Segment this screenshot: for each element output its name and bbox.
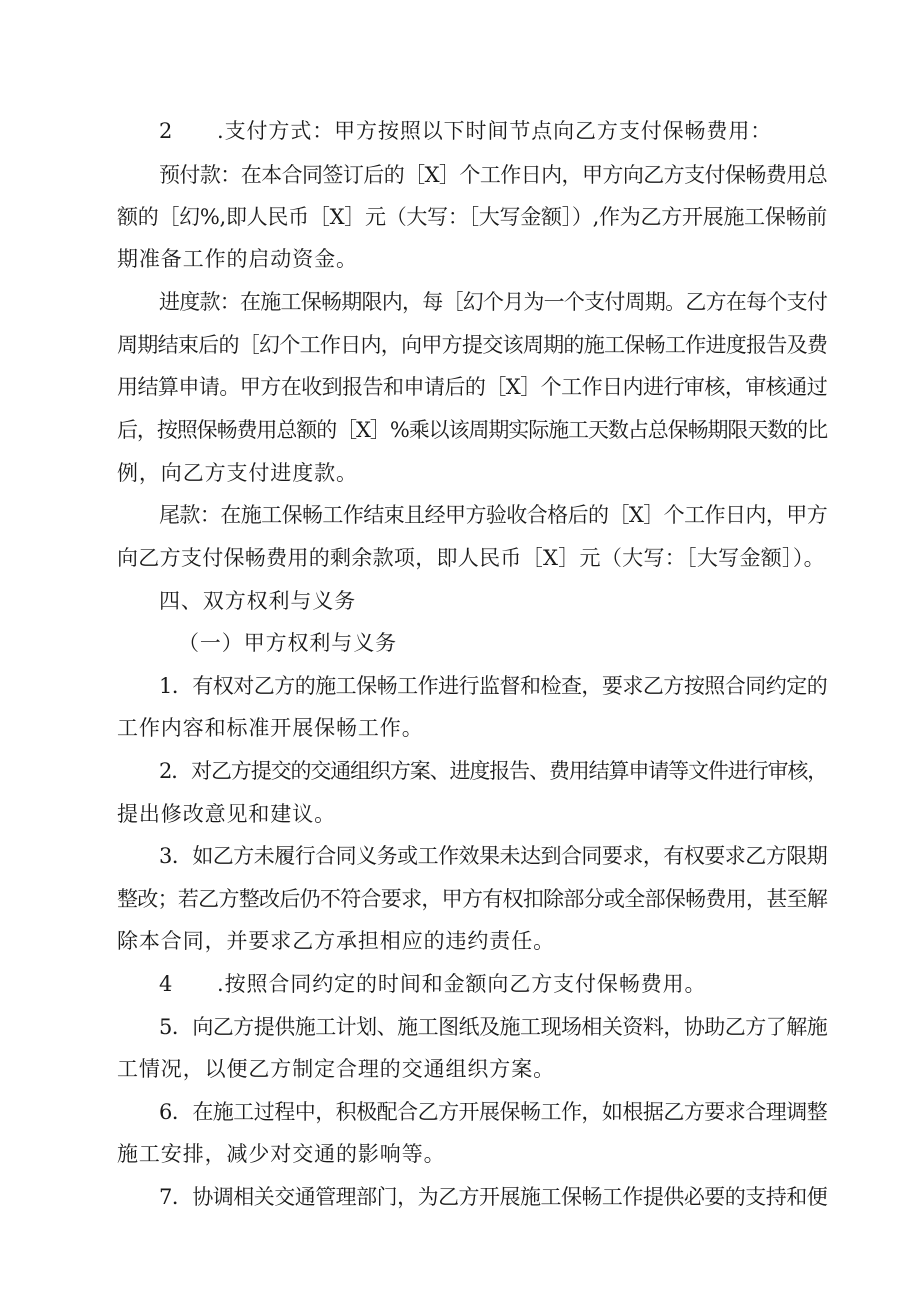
item-1-line-2: 工作内容和标准开展保畅工作。 [117,716,424,740]
party-a-subheading: （一）甲方权利与义务 [178,631,397,655]
progress-payment-line-4: 后，按照保畅费用总额的［X］%乘以该周期实际施工天数占总保畅期限天数的比 [117,418,827,442]
progress-payment-line-2: 周期结束后的［幻个工作日内，向甲方提交该周期的施工保畅工作进度报告及费 [117,333,827,357]
prepayment-line-2: 额的［幻%,即人民币［X］元（大写：［大写金额］）,作为乙方开展施工保畅前 [117,205,827,229]
section-four-heading: 四、双方权利与义务 [159,589,357,613]
item-6-line-1: 6．在施工过程中，积极配合乙方开展保畅工作，如根据乙方要求合理调整 [159,1100,827,1124]
progress-payment-line-1: 进度款：在施工保畅期限内，每［幻个月为一个支付周期。乙方在每个支付 [159,290,827,314]
item-5-line-2: 工情况，以便乙方制定合理的交通组织方案。 [117,1057,555,1081]
prepayment-line-3: 期准备工作的启动资金。 [117,247,358,271]
item-4-line-1: 4 .按照合同约定的时间和金额向乙方支付保畅费用。 [159,972,707,996]
item-3-line-3: 除本合同，并要求乙方承担相应的违约责任。 [117,929,555,953]
item-3-line-1: 3．如乙方未履行合同义务或工作效果未达到合同要求，有权要求乙方限期 [159,844,827,868]
prepayment-line-1: 预付款：在本合同签订后的［X］个工作日内，甲方向乙方支付保畅费用总 [159,163,827,187]
item-7-line-1: 7．协调相关交通管理部门，为乙方开展施工保畅工作提供必要的支持和便 [159,1185,827,1209]
item-5-line-1: 5．向乙方提供施工计划、施工图纸及施工现场相关资料，协助乙方了解施 [159,1015,827,1039]
final-payment-line-2: 向乙方支付保畅费用的剩余款项，即人民币［X］元（大写：［大写金额］）。 [117,546,825,570]
item-1-line-1: 1．有权对乙方的施工保畅工作进行监督和检查，要求乙方按照合同约定的 [159,674,827,698]
item-6-line-2: 施工安排，减少对交通的影响等。 [117,1142,446,1166]
final-payment-line-1: 尾款：在施工保畅工作结束且经甲方验收合格后的［X］个工作日内，甲方 [159,503,827,527]
item-3-line-2: 整改；若乙方整改后仍不符合要求，甲方有权扣除部分或全部保畅费用，甚至解 [117,887,827,911]
progress-payment-line-3: 用结算申请。甲方在收到报告和申请后的［X］个工作日内进行审核，审核通过 [117,375,827,399]
item-2-line-2: 提出修改意见和建议。 [117,802,336,826]
item-2-line-1: 2．对乙方提交的交通组织方案、进度报告、费用结算申请等文件进行审核， [159,759,827,783]
payment-method-heading: 2 .支付方式：甲方按照以下时间节点向乙方支付保畅费用： [159,119,773,143]
progress-payment-line-5: 例，向乙方支付进度款。 [117,461,358,485]
